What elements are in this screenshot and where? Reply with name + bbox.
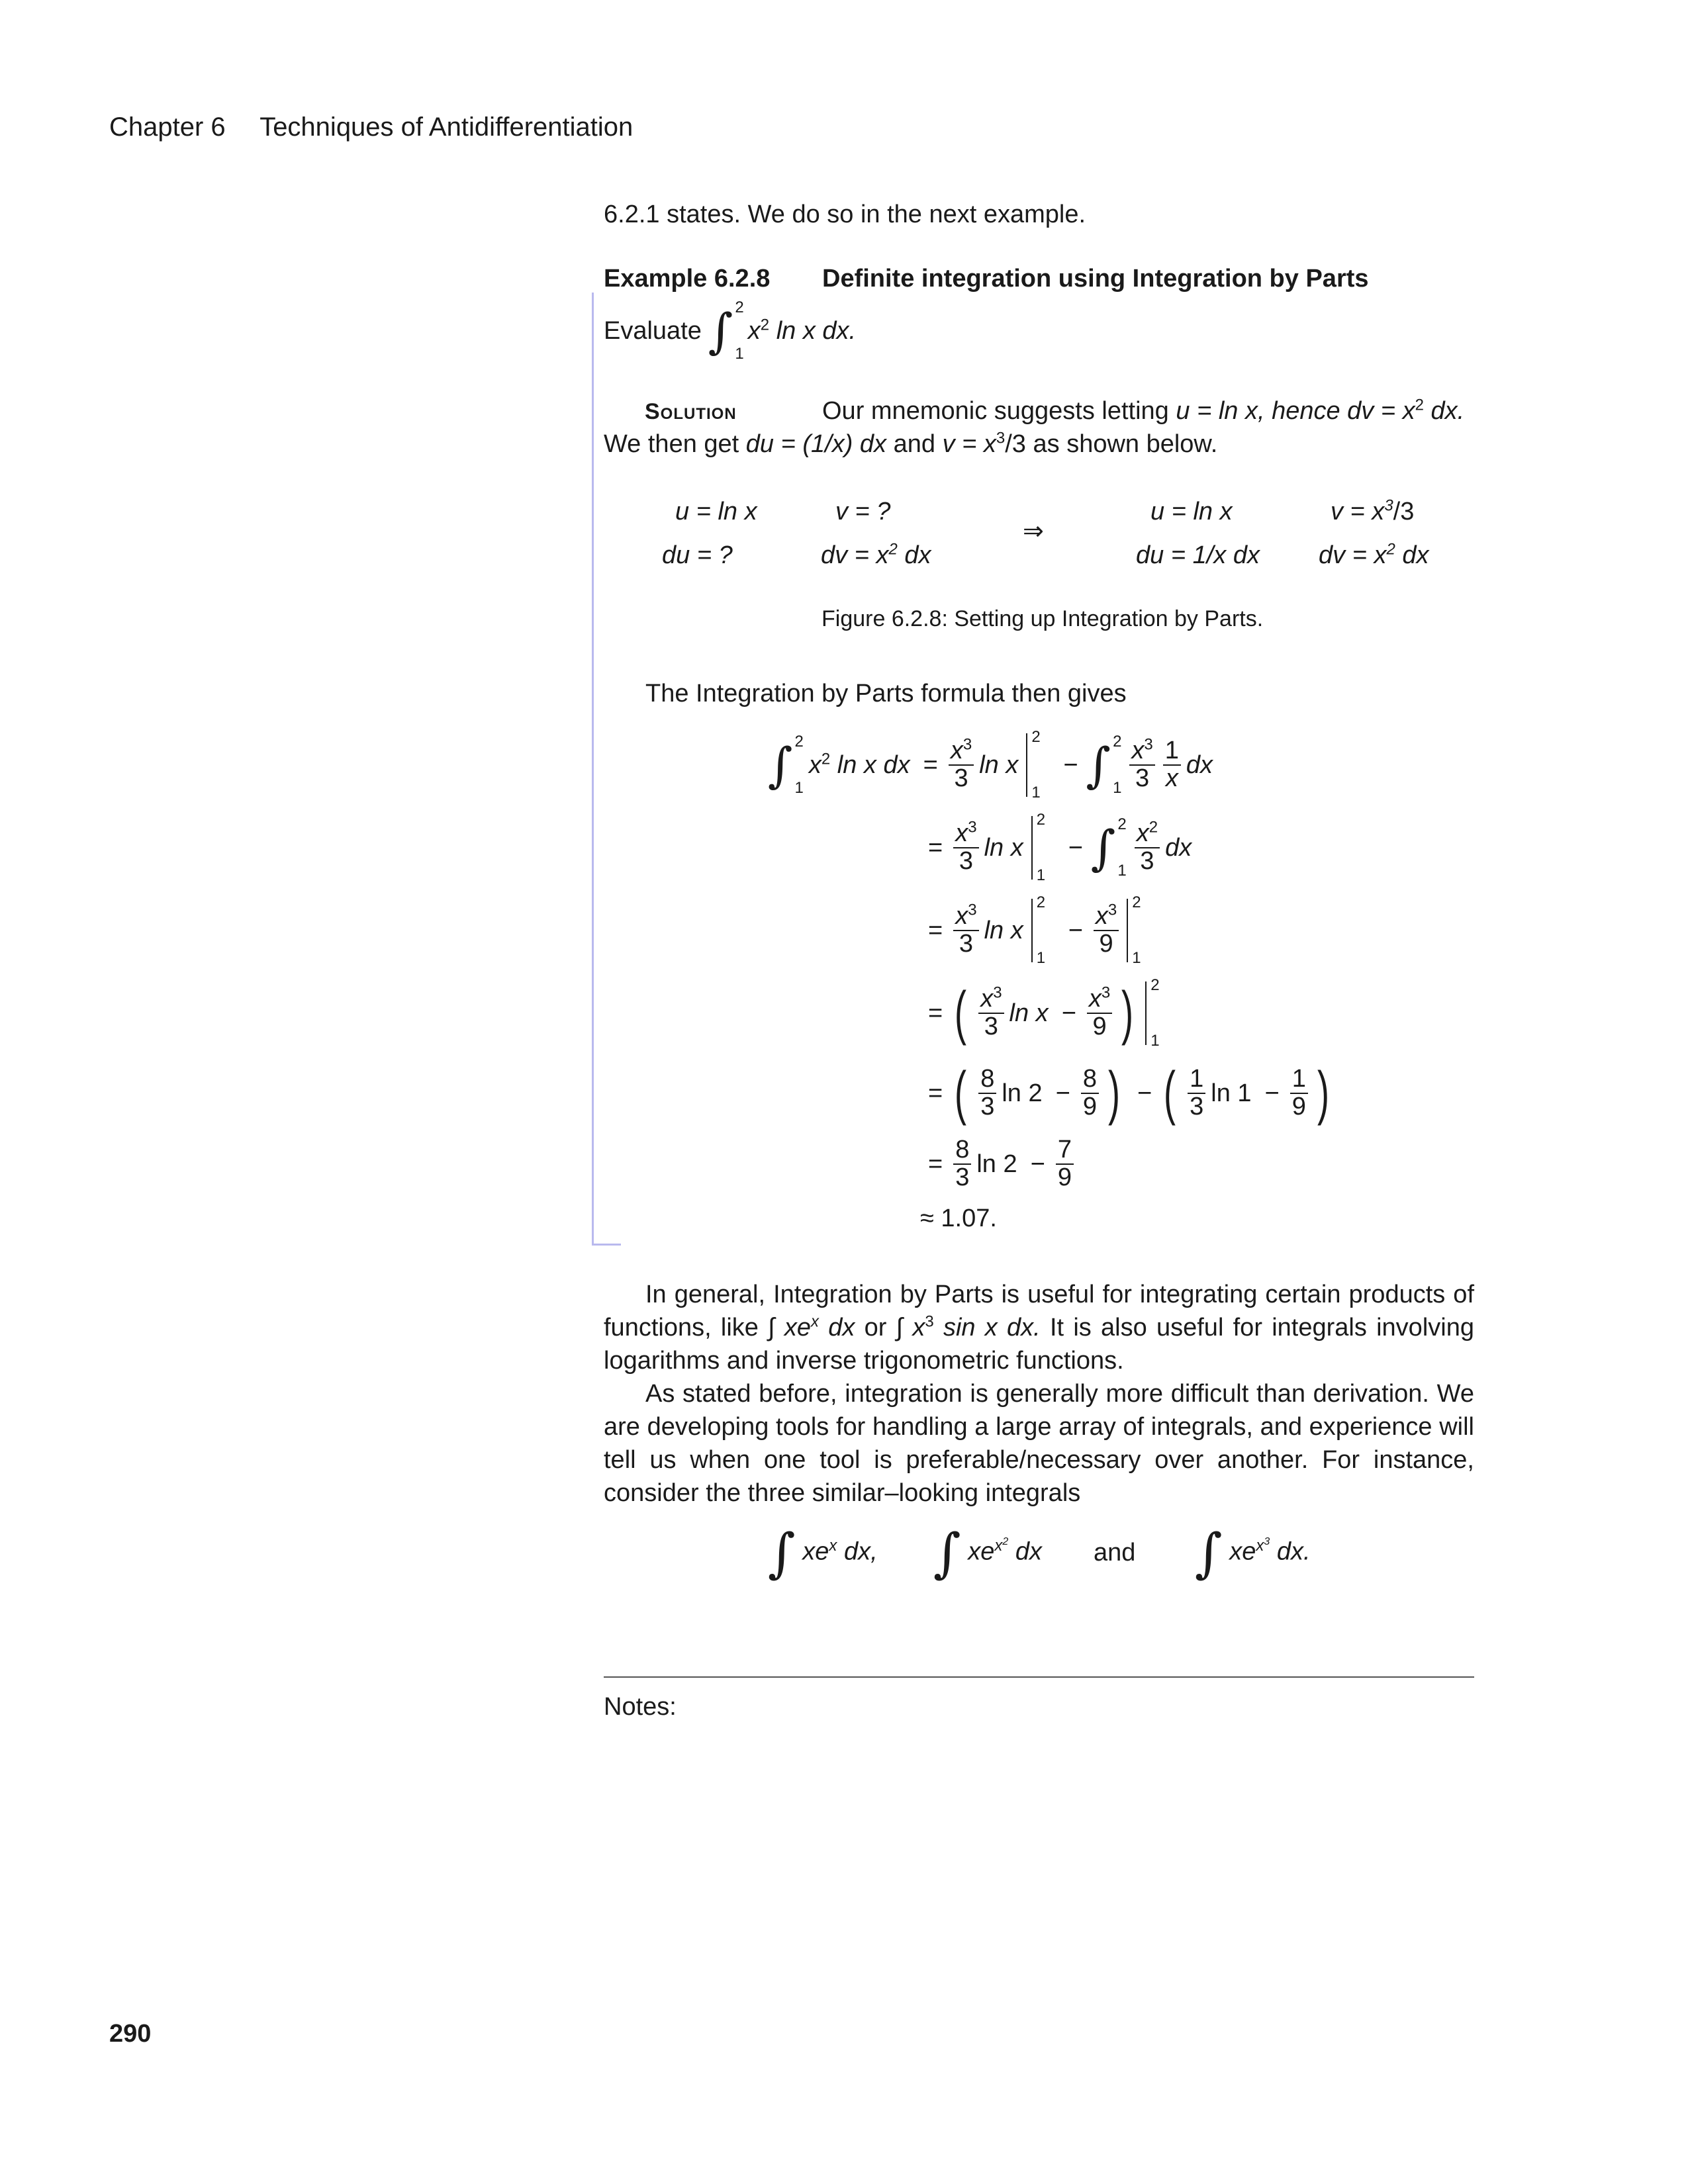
den: 9 [1082,1093,1097,1120]
formula-intro: The Integration by Parts formula then gives [645,680,1127,707]
num: x [1131,737,1145,765]
fraction [978,1066,996,1120]
dx: dx. [1276,1537,1311,1566]
chapter-title: Techniques of Antidifferentiation [259,113,633,142]
para-math: xe [784,1314,811,1342]
den: 9 [1099,930,1113,958]
den: 3 [959,930,973,958]
var-x: x [808,751,821,779]
num: 1 [1188,1066,1205,1094]
lower-limit: 1 [794,779,804,797]
lower-limit: 1 [1113,779,1122,797]
minus: − [1264,1079,1280,1107]
lower-limit: 1 [735,345,744,363]
left-paren: ( [955,1060,967,1126]
den: 9 [1057,1163,1072,1191]
num: x [955,902,968,931]
ln-1: ln 1 [1211,1079,1252,1107]
num: 8 [978,1066,996,1094]
lower-limit: 1 [1117,862,1127,880]
exponent: 2 [888,540,898,559]
lower-limit: 1 [1150,1032,1160,1050]
solution-math: v = x [942,430,996,458]
exp-exp: 3 [1264,1535,1270,1547]
intro-text: 6.2.1 states. We do so in the next example. [604,201,1086,228]
den: 9 [1291,1093,1306,1120]
den: 3 [980,1093,995,1120]
paragraph-1: In general, Integration by Parts is useful for integrating certain products of functions, like ∫ $xe^x$ dx or ∫ $x^3$ sin x dx. It is also useful for integrals involving logarithms and inverse trigonometric functions. [604,1281,1474,1375]
example-heading [604,265,1369,293]
exponent: 2 [1386,540,1395,559]
dx: dx, [843,1537,878,1566]
ln-x: ln x [837,751,876,779]
ln-2: ln 2 [1002,1079,1043,1107]
figure-caption: Figure 6.2.8: Setting up Integration by Parts. [821,606,1264,631]
notes-divider [604,1676,1474,1678]
fraction [1081,1066,1099,1120]
solution-line-1 [604,396,1465,426]
integral-sign: ∫ [768,1522,796,1584]
chapter-label: Chapter 6 [109,113,226,142]
num: x [950,737,963,765]
num: x [980,985,994,1013]
den: 3 [984,1013,998,1040]
fig-dv-left [821,541,931,570]
derivation-row-7 [920,1205,997,1233]
solution-math: u = ln x, hence dv = x [1176,397,1415,425]
fraction [953,1137,971,1191]
fig-dv-text: dv = x [1319,541,1387,569]
dx: dx [1165,833,1192,862]
fig-v-end: /3 [1393,498,1415,525]
right-paren: ) [1107,1060,1120,1126]
den: 9 [1092,1013,1107,1040]
evaluate-label: Evaluate [604,316,702,345]
upper-limit: 2 [735,298,744,316]
integral-sign: ∫ [708,303,733,359]
fraction [1094,903,1119,958]
lower-limit: 1 [1031,784,1041,801]
equals: = [928,999,943,1027]
equals: = [928,833,943,862]
minus: − [1055,1079,1070,1107]
fig-v-right [1331,498,1414,526]
exponent: 3 [1107,901,1117,919]
integral-sign: ∫ [1195,1522,1223,1584]
para-math: sin x dx. [943,1314,1041,1342]
exponent: x [829,1536,837,1555]
ln-x: ln x [1009,999,1049,1027]
example-sidebar-rule [592,293,594,1246]
exponent: 3 [993,983,1002,1002]
exponent [1256,1537,1270,1555]
upper-limit: 2 [1036,893,1046,911]
running-header [109,113,633,142]
equals: = [928,1150,943,1178]
page-number: 290 [109,2020,152,2048]
solution-line-2 [604,430,1217,459]
den: 3 [959,847,973,875]
fraction [1087,983,1112,1040]
para-math: dx [828,1314,855,1342]
exp-x: x [994,1536,1003,1555]
right-paren: ) [1121,980,1134,1046]
upper-limit: 2 [1031,728,1041,746]
para-text: In general, Integration by Parts is useful for integrating certain products of functions, like [604,1281,1474,1342]
example-number: Example 6.2.8 [604,265,771,293]
left-paren: ( [955,980,967,1046]
minus: − [1061,999,1076,1027]
minus: − [1137,1079,1152,1107]
example-title: Definite integration using Integration by Parts [822,265,1369,293]
fraction [1163,738,1181,792]
exponent: 3 [1384,496,1393,515]
derivation-row-4 [920,974,1174,1053]
num: x [1095,902,1108,931]
den: 3 [954,764,968,792]
notes-label: Notes: [604,1693,677,1721]
result-value: 1.07. [941,1205,997,1232]
num: 8 [1081,1066,1099,1094]
num: 1 [1163,738,1181,766]
exp-exp: 2 [1002,1535,1009,1547]
minus: − [1068,916,1083,944]
integral-sign: ∫ [933,1522,961,1584]
fig-dv-right [1319,541,1429,570]
para-text: It is also useful for integrals involving logarithms and inverse trigonometric functions. [604,1314,1474,1375]
exponent: 2 [760,315,770,334]
den: 3 [955,1163,970,1191]
minus: − [1030,1150,1045,1178]
exponent: 3 [1101,983,1111,1002]
upper-limit: 2 [794,733,804,751]
ln-x: ln x [984,833,1023,862]
para-math: x [912,1314,925,1342]
derivation-row-5 [920,1054,1338,1133]
fraction [953,903,978,958]
solution-text: We then get [604,430,739,458]
fraction [978,983,1004,1040]
exponent: 2 [1415,396,1424,414]
lower-limit: 1 [1036,949,1046,967]
lower-limit: 1 [1132,949,1141,967]
minus: − [1068,833,1083,862]
left-paren: ( [1164,1060,1176,1126]
and-text: and [1094,1539,1136,1567]
exponent: 3 [996,429,1006,447]
minus: − [1063,751,1078,779]
solution-label: Solution [645,399,737,424]
fraction [1135,818,1160,875]
lower-limit: 1 [1036,866,1046,884]
exponent: 3 [925,1312,934,1331]
upper-limit: 2 [1117,815,1127,833]
equals: = [928,1079,943,1107]
exponent: 2 [1149,818,1158,837]
fraction [1290,1066,1308,1120]
dx: dx [1015,1537,1042,1566]
integral-3 [1195,1522,1311,1584]
ln-2: ln 2 [976,1150,1017,1178]
fig-u-left: u = ln x [675,498,757,525]
num: x [1088,985,1102,1013]
integral-sign: ∫ [1086,737,1111,793]
fraction [1188,1066,1205,1120]
fig-dv-text: dv = x [821,541,889,569]
fig-v-text: v = x [1331,498,1385,525]
fraction [1129,735,1154,792]
xe: xe [1229,1537,1256,1566]
solution-math: du = (1/x) dx [745,430,887,458]
den: 3 [1140,847,1154,875]
den: 3 [1190,1093,1204,1120]
example-prompt [604,299,856,363]
fraction [1056,1137,1074,1191]
fig-u-right: u = ln x [1150,498,1233,525]
dx: dx [1186,751,1213,779]
fig-dv-end: dx [1395,541,1429,569]
derivation-row-6 [920,1128,1079,1201]
approx: ≈ [920,1205,934,1232]
integral-sign: ∫ [768,737,793,793]
solution-text: and [893,430,936,458]
integrand: ln x dx. [776,316,857,345]
solution-text: /3 as shown below. [1005,430,1218,458]
exponent: 3 [1144,735,1153,754]
exponent: 3 [968,901,977,919]
upper-limit: 2 [1132,893,1141,911]
solution-text: Our mnemonic suggests letting [822,397,1169,425]
integral-1 [768,1522,878,1584]
exponent: 3 [962,735,972,754]
num: 1 [1290,1066,1308,1094]
right-paren: ) [1317,1060,1329,1126]
upper-limit: 2 [1113,733,1122,751]
fig-du-right: du = 1/x dx [1136,541,1260,569]
num: x [955,819,968,848]
num: x [1136,819,1149,848]
num: 7 [1056,1137,1074,1165]
fraction [953,818,978,875]
xe: xe [802,1537,829,1566]
dx: dx [883,751,910,779]
fig-dv-end: dx [897,541,931,569]
num: 8 [953,1137,971,1165]
den: x [1165,764,1178,792]
para-text: or [864,1314,887,1342]
ln-x: ln x [979,751,1019,779]
exponent [994,1537,1008,1555]
fraction [949,735,974,792]
exponent: 2 [821,749,831,768]
den: 3 [1135,764,1150,792]
ln-x: ln x [984,916,1023,944]
integral-2 [933,1522,1042,1584]
example-bottom-rule [592,1244,621,1246]
fig-v-left: v = ? [835,498,891,525]
equals: = [928,916,943,944]
exp-x: x [1256,1536,1264,1555]
derivation-row-1 [768,725,1218,805]
derivation-row-3 [920,891,1156,970]
equals: = [923,751,938,779]
exponent: 3 [968,818,977,837]
solution-math-end: dx. [1423,397,1465,425]
integral-sign: ∫ [1090,820,1116,876]
exponent: x [810,1312,819,1331]
upper-limit: 2 [1150,976,1160,994]
xe: xe [968,1537,995,1566]
implies-arrow-icon: ⇒ [1023,518,1044,545]
paragraph-2: As stated before, integration is generally more difficult than derivation. We are developing tools for handling a large array of integrals, and experience will tell us when one tool is preferable/necessary over another. For instance, consider the three similar–looking integrals [604,1380,1474,1507]
fig-du-left: du = ? [662,541,733,569]
var-x: x [747,316,761,345]
derivation-row-2 [920,808,1197,887]
upper-limit: 2 [1036,811,1046,829]
